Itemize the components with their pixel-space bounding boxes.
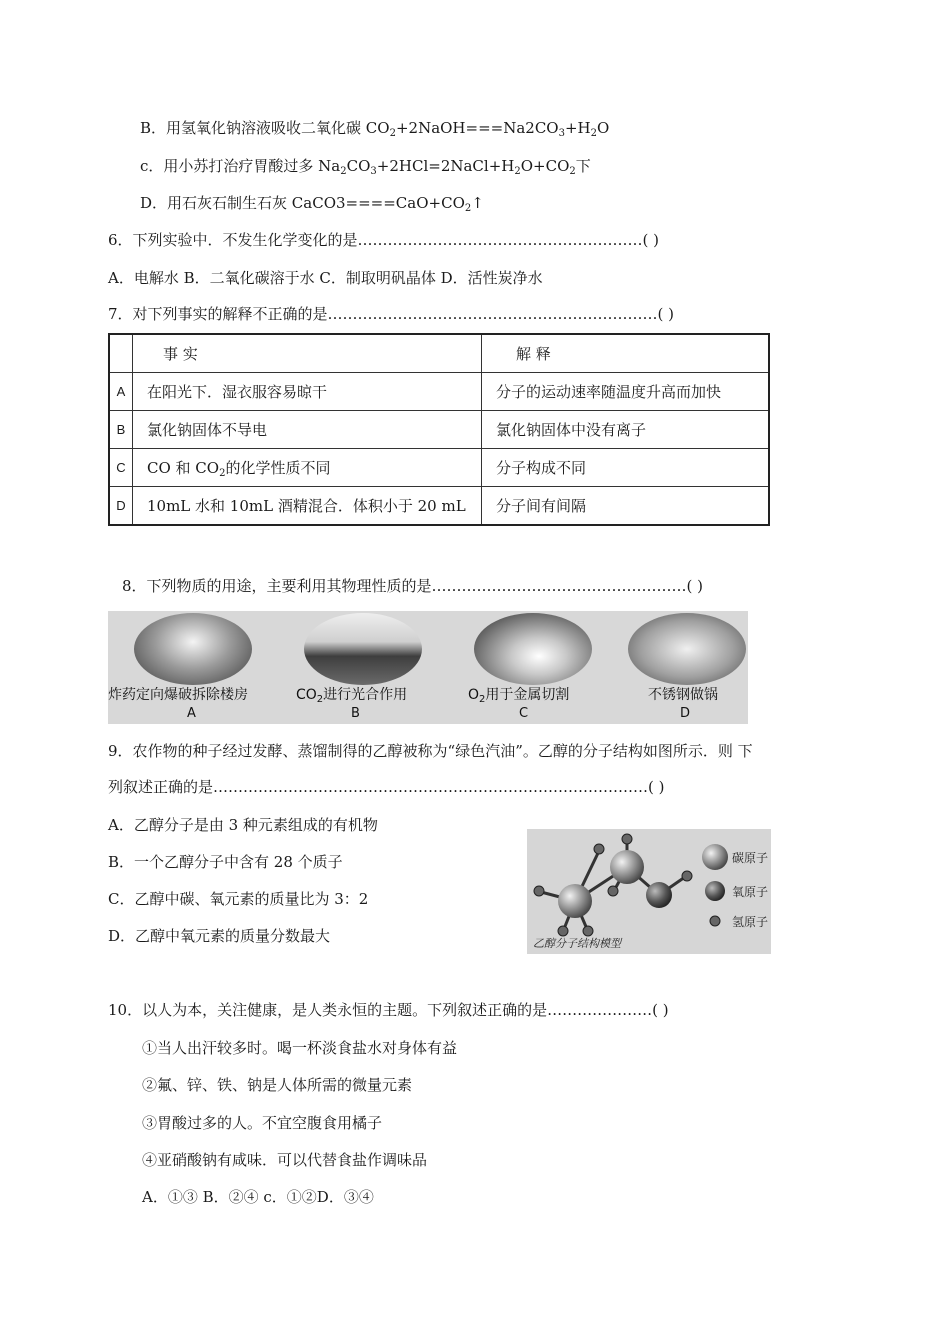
q5-option-b: B．用氢氧化钠溶液吸收二氧化碳 $CO_2+2NaOH===Na2CO_3+H_2O$ [140,119,610,139]
row-letter: D [109,487,133,526]
welding-photo [474,613,592,685]
q10-item: ②氟、锌、铁、钠是人体所需的微量元素 [142,1076,413,1094]
table-row [109,449,769,487]
q10-item: ①当人出汗较多时。喝一杯淡食盐水对身体有益 [142,1039,458,1057]
q9-option-d: D．乙醇中氧元素的质量分数最大 [108,927,331,945]
hydrogen-atom [622,834,632,844]
row-fact: 氯化钠固体不导电 [133,411,482,449]
row-letter: B [109,411,133,449]
letter-d: D [680,706,691,721]
table-header-fact: 事 实 [133,334,482,373]
q9-option-c: C．乙醇中碳、氧元素的质量比为 3：2 [108,890,369,908]
caption-c: $O_2$用于金属切割 [468,687,570,705]
q5-option-c: c．用小苏打治疗胃酸过多 $Na_2CO_3+2HCl=2NaCl+H_2O+CO_2$下 [140,157,591,177]
q10-stem: 10．以人为本，关注健康，是人类永恒的主题。下列叙述正确的是…………………( ) [108,1001,669,1019]
table-row [109,487,769,526]
q7-table [108,333,770,526]
q10-item: ④亚硝酸钠有咸味．可以代替食盐作调味品 [142,1151,428,1169]
letter-b: B [351,706,360,721]
hydrogen-atom [608,886,618,896]
demolition-photo [134,613,252,685]
letter-a: A [187,706,196,721]
row-explain: 氯化钠固体中没有离子 [482,411,770,449]
q8-image-strip [108,611,748,724]
row-explain: 分子的运动速率随温度升高而加快 [482,373,770,411]
caption-a: 炸药定向爆破拆除楼房 [108,687,248,703]
letter-c: C [519,706,529,721]
table-header-explain: 解 释 [482,334,770,373]
hydrogen-atom [594,844,604,854]
q8-stem: 8．下列物质的用途，主要利用其物理性质的是……………………………………………( ) [122,577,704,595]
row-letter: A [109,373,133,411]
q9-option-a: A．乙醇分子是由 3 种元素组成的有机物 [108,816,378,834]
table-row [109,373,769,411]
row-fact: CO 和 $CO_2$的化学性质不同 [133,449,482,487]
q9-stem-line2: 列叙述正确的是……………………………………………………………………………( ) [108,778,665,796]
row-explain: 分子间有间隔 [482,487,770,526]
table-header-row [109,334,769,373]
table-row [109,411,769,449]
carbon-atom [610,850,644,884]
legend-oxygen-icon [705,881,725,901]
q6-stem: 6．下列实验中．不发生化学变化的是…………………………………………………( ) [108,231,660,249]
row-explain: 分子构成不同 [482,449,770,487]
ethanol-model-figure [527,829,771,954]
q10-answers: A．①③ B．②④ c．①②D．③④ [142,1188,374,1206]
table-corner-cell [109,334,133,373]
legend-oxygen-label: 氧原子 [732,885,769,899]
q5-option-d: D．用石灰石制生石灰 $CaCO3====CaO+CO_2↑$ [140,194,484,214]
legend-hydrogen-label: 氢原子 [732,915,769,929]
q9-stem-line1: 9．农作物的种子经过发酵、蒸馏制得的乙醇被称为“绿色汽油”。乙醇的分子结构如图所示．则 下 [108,742,753,760]
caption-b: $CO_2$进行光合作用 [296,687,408,705]
row-fact: 10mL 水和 10mL 酒精混合．体积小于 20 mL [133,487,482,526]
q10-item: ③胃酸过多的人。不宜空腹食用橘子 [142,1114,383,1132]
q7-stem: 7．对下列事实的解释不正确的是…………………………………………………………( ) [108,305,675,323]
steel-pot-photo [628,613,746,685]
caption-d: 不锈钢做锅 [648,687,718,703]
legend-hydrogen-icon [710,916,720,926]
hydrogen-atom [534,886,544,896]
legend-carbon-icon [702,844,728,870]
forest-photo [304,613,422,685]
model-title: 乙醇分子结构模型 [533,937,621,950]
legend-carbon-label: 碳原子 [732,851,769,865]
hydrogen-atom [682,871,692,881]
oxygen-atom [646,882,672,908]
row-letter: C [109,449,133,487]
q6-options: A．电解水 B．二氧化碳溶于水 C．制取明矾晶体 D．活性炭净水 [108,269,543,287]
q9-option-b: B．一个乙醇分子中含有 28 个质子 [108,853,343,871]
carbon-atom [558,884,592,918]
row-fact: 在阳光下．湿衣服容易晾干 [133,373,482,411]
